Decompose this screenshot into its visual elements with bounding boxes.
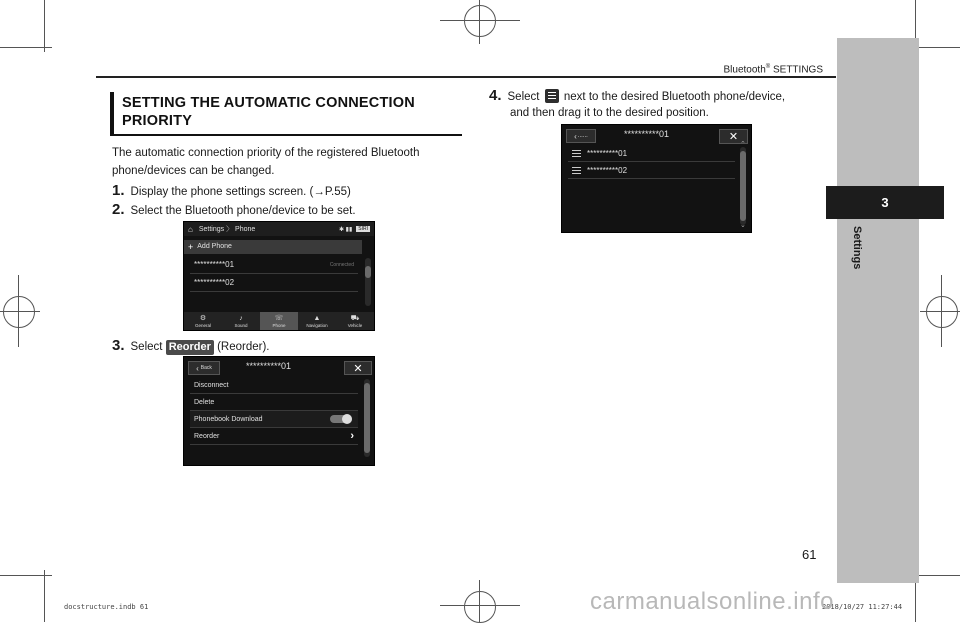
vehicle-icon: ⛟ [350, 314, 360, 322]
gear-icon: ⚙ [199, 314, 207, 322]
brand-badge: SIRI [358, 226, 368, 232]
screen-title: **********01 [246, 361, 292, 371]
section-title: SETTING THE AUTOMATIC CONNECTION PRIORITY [110, 92, 462, 136]
scroll-up-icon[interactable]: ⌃ [740, 141, 746, 148]
nav-sound[interactable]: ♪ Sound [234, 314, 248, 328]
chevron-left-icon: ‹ [574, 131, 577, 141]
running-header: Bluetooth® SETTINGS [723, 64, 823, 76]
crop-mark [440, 605, 520, 606]
phonebook-toggle[interactable] [330, 415, 352, 423]
chapter-number: 3 [826, 186, 944, 219]
drag-handle-icon[interactable] [572, 150, 581, 157]
plus-icon: + [188, 241, 194, 252]
chevron-left-icon: ‹ [196, 363, 199, 373]
add-phone-button[interactable]: + Add Phone [184, 240, 362, 254]
option-reorder[interactable]: Reorder › [190, 428, 358, 445]
crop-mark [920, 311, 960, 312]
crop-mark [44, 570, 45, 622]
watermark: carmanualsonline.info [590, 588, 834, 615]
crop-mark [479, 0, 480, 44]
registration-mark [464, 591, 496, 623]
scroll-down-icon[interactable]: ⌄ [740, 222, 746, 229]
phone-icon: ☏ [274, 314, 284, 322]
crop-mark [440, 20, 520, 21]
crop-mark [18, 275, 19, 347]
crop-mark [479, 580, 480, 622]
step-4: 4. Select next to the desired Bluetooth phone/device, and then drag it to the desired position. [489, 87, 786, 119]
close-icon: ✕ [728, 131, 739, 143]
device-row[interactable]: **********01 Connected [190, 256, 358, 274]
breadcrumb: Settings 〉 Phone [198, 226, 256, 233]
option-disconnect[interactable]: Disconnect [190, 377, 358, 394]
nav-vehicle[interactable]: ⛟ Vehicle [347, 314, 363, 328]
footer-file: docstructure.indb 61 [64, 603, 149, 611]
bottom-nav-bar [184, 312, 374, 330]
drag-handle-icon [545, 89, 559, 103]
step-1: 1. Display the phone settings screen. (→P.55) [112, 182, 351, 199]
reorder-device-row[interactable]: **********02 [568, 162, 735, 179]
crop-mark [941, 275, 942, 347]
screen-title: **********01 [624, 129, 670, 139]
reorder-badge: Reorder [166, 340, 214, 355]
scrollbar[interactable] [364, 379, 370, 457]
device-options-screen [183, 356, 375, 466]
step-2: 2. Select the Bluetooth phone/device to be set. [112, 201, 356, 218]
speaker-icon: ♪ [239, 314, 243, 322]
header-rule [96, 76, 836, 78]
nav-general[interactable]: ⚙ General [194, 314, 211, 328]
crop-mark [44, 0, 45, 52]
option-phonebook-download[interactable]: Phonebook Download [190, 411, 358, 428]
registration-mark [3, 296, 35, 328]
intro-paragraph: The automatic connection priority of the registered Bluetooth phone/devices can be changed. [112, 147, 420, 177]
status-icons: ✱ ▮▮ [338, 226, 353, 233]
registration-mark [464, 5, 496, 37]
close-button[interactable] [344, 361, 372, 375]
reorder-screen [561, 124, 752, 233]
phone-settings-screen [183, 221, 375, 331]
footer-timestamp: 2018/10/27 11:27:44 [822, 603, 903, 611]
back-button[interactable]: ‹ Back [188, 361, 220, 375]
reorder-device-row[interactable]: **********01 [568, 145, 735, 162]
connection-status: Connected [329, 261, 354, 268]
device-row[interactable]: **********02 [190, 274, 358, 292]
registration-mark [926, 296, 958, 328]
nav-navigation[interactable]: ▲ Navigation [306, 314, 328, 328]
chapter-side-tab [837, 38, 919, 583]
back-button[interactable]: ‹ ...... [566, 129, 596, 143]
scrollbar[interactable] [740, 147, 746, 225]
nav-phone[interactable]: ☏ Phone [260, 312, 298, 330]
drag-handle-icon[interactable] [572, 167, 581, 174]
option-delete[interactable]: Delete [190, 394, 358, 411]
close-icon: ✕ [353, 362, 363, 375]
navigation-icon: ▲ [313, 314, 321, 322]
chevron-right-icon: › [350, 430, 354, 442]
scrollbar[interactable] [365, 258, 371, 306]
home-icon[interactable]: ⌂ [188, 224, 193, 234]
page-number: 61 [802, 547, 817, 562]
step-3: 3. Select Reorder (Reorder). [112, 337, 270, 354]
chapter-label: Settings [851, 226, 863, 270]
crop-mark [0, 311, 40, 312]
